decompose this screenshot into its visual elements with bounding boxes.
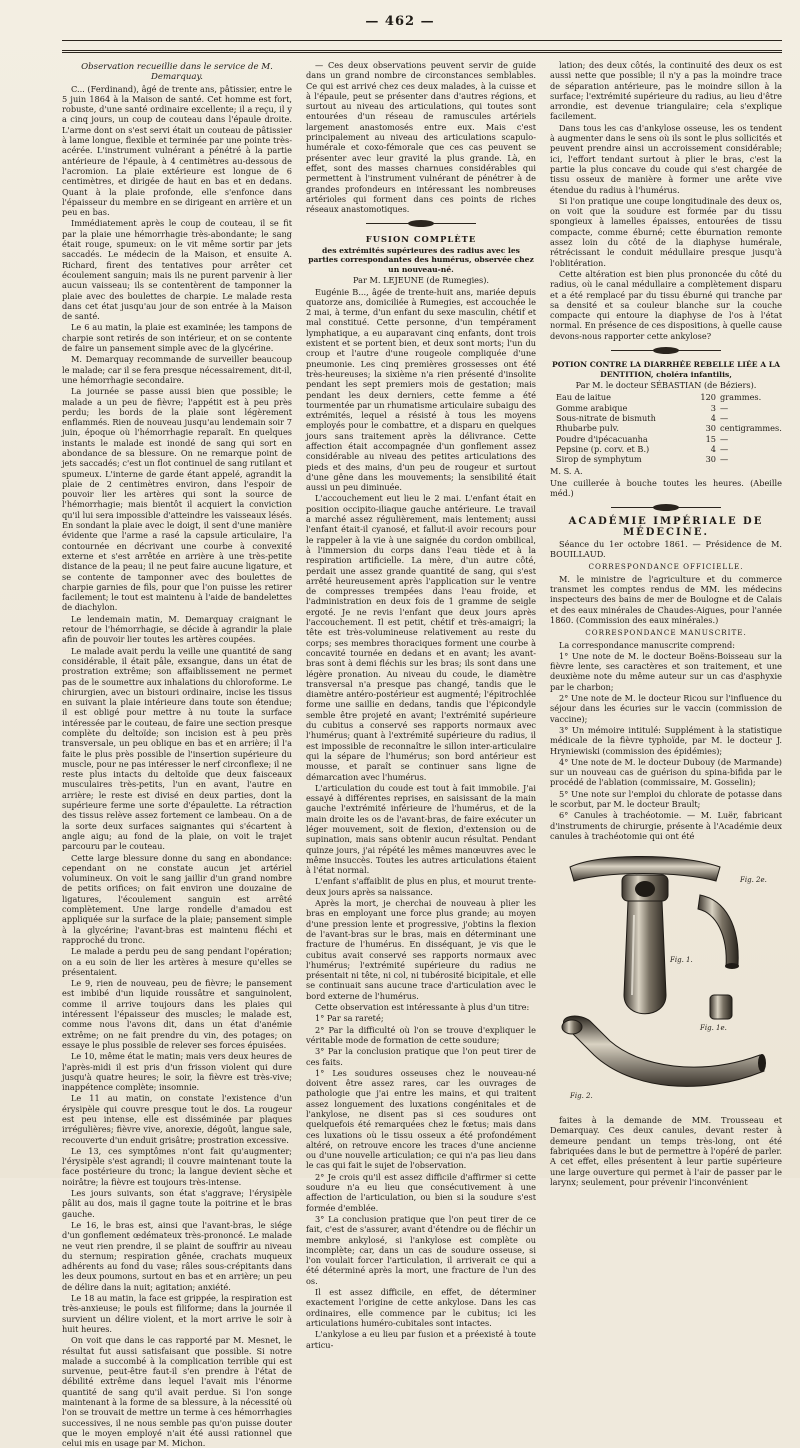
cannula-fig-1e	[710, 995, 732, 1019]
paragraph: Dans tous les cas d'ankylose osseuse, les os tendent à augmenter dans le sens où ils sont le plus sollicités et peuvent prendre ainsi un accroissement considérable; ici, l'effort tendant surtout à plier le bras, c'est la partie la plus concave du coude qui s'est chargée de tissu osseux de manière à former une arête vive étendue du radius à l'humérus.	[550, 122, 782, 195]
fig-label-1e: Fig. 1e.	[700, 1024, 727, 1033]
paragraph: Après la mort, je cherchai de nouveau à plier les bras en employant une force plus grande; au moyen d'une pression lente et progressive, j'obtins la flexion de l'avant-bras sur le bras, mais en déterminant une fracture de l'humérus. En disséquant, je vis que le cubitus avait conservé ses rapports normaux avec l'humérus; l'extrémité supérieure du radius ne présentait ni tête, ni col, ni tubérosité bicipitale, et elle se continuait sans aucune trace d'articulation avec le bord externe de l'humérus.	[306, 898, 536, 1001]
section-title: FUSION COMPLÈTE	[365, 234, 477, 245]
paragraph: C... (Ferdinand), âgé de trente ans, pâtissier, entre le 5 juin 1864 à la Maison de santé. Cet homme est fort, robuste, d'une santé ordinaire excellente; il a reçu, il y a cinq jours, un coup de couteau dans l'épaule droite. L'arme dont on s'est servi était un couteau de pâtissier à lame longue, flexible et terminée par une pointe très-acérée. L'instrument vulnérant a pénétré à la partie antérieure de l'épaule, à 4 centimètres au-dessous de l'acromion. La plaie extérieure est longue de 6 centimètres, et dirigée de haut en bas et en dedans. Quant à la plaie profonde, elle s'enfonce dans l'épaisseur du membre en se dirigeant en arrière et un peu en bas.	[62, 83, 292, 218]
recipe-row	[556, 413, 788, 423]
fig-label-2e: Fig. 2e.	[740, 876, 767, 885]
top-double-rule	[62, 50, 782, 53]
correspondence-item: La correspondance manuscrite comprend:	[559, 639, 735, 650]
recipe-ms: M. S. A.	[550, 466, 583, 477]
cannula-figure	[550, 845, 782, 1115]
cannula-fig-1	[570, 857, 720, 1014]
potion-title: POTION CONTRE LA DIARRHÉE REBELLE LIÉE A LA DENTITION, choléra infantilis,	[552, 360, 780, 379]
paragraph: L'accouchement eut lieu le 2 mai. L'enfant était en position occipito-iliaque gauche antérieure. Le travail a marché assez régulièrement, mais lentement; aussi l'enfant était-il cyanosé, et fallut-il avoir recours pour le rappeler à la vie à une saignée du cordon ombilical, à l'immersion du corps dans l'eau tiède et à la respiration artificielle. La mère, d'un autre côté, perdait une assez grande quantité de sang, qui s'est arrêté heureusement après l'application sur le ventre de compresses trempées dans l'eau froide, et l'administration en deux fois de 1 gramme de seigle ergoté. Je ne revis l'enfant que deux jours après l'accouchement. Il est petit, chétif et très-amaigri; la tête est très-volumineuse relativement au reste du corps; ses membres thoraciques forment une courbe à concavité tournée en dedans et en avant; les avant-bras sont à demi fléchis sur les bras; ils sont dans une légère pronation. Au niveau du coude, le diamètre transversal n'a presque pas changé, tandis que le diamètre antéro-postérieur est augmenté; l'épitrochlée forme une saillie en dedans, tandis que l'épicondyle semble être projeté en avant; l'extrémité supérieure du cubitus a conservé ses rapports normaux avec l'humérus; quant à l'extrémité supérieure du radius, il est impossible de reconnaître le sillon inter-articulaire qui la sépare de l'humérus; son bord antérieur est mousse, et paraît se continuer sans ligne de démarcation avec l'humérus.	[306, 493, 536, 782]
fig-label-1: Fig. 1.	[670, 956, 693, 965]
recipe-quantity: 3	[710, 402, 716, 413]
paragraph: Le lendemain matin, M. Demarquay craignant le retour de l'hémorrhagie, se décide à agrandir la plaie afin de pouvoir lier toutes les artères coupées.	[62, 613, 292, 645]
page-number: — 462 —	[365, 14, 435, 29]
cannula-fig-2e	[698, 895, 739, 969]
paragraph: Cette altération est bien plus prononcée du côté du radius, où le canal médullaire a complètement disparu et a été remplacé par du tissu éburné qui tranche par sa densité et sa couleur blanche sur la couche compacte qui entoure la diaphyse de l'os à l'état normal. En présence de ces dispositions, à quelle cause devons-nous rapporter cette ankylose?	[550, 268, 782, 341]
recipe-quantity: 4	[710, 443, 716, 454]
recipe-row	[556, 444, 788, 454]
paragraph: Le malade a perdu peu de sang pendant l'opération; on a eu soin de lier les artères à mesure qu'elles se présentaient.	[62, 946, 292, 977]
column-2-paragraphs	[306, 287, 536, 1350]
recipe-quantity: 15	[705, 433, 716, 444]
column-1-paragraphs	[62, 84, 292, 1448]
paragraph: Cette observation est intéressante à plus d'un titre:	[315, 1002, 530, 1013]
section-subtitle: des extrémités supérieures des radius avec les parties correspondantes des humérus, observée chez un nouveau-né.	[308, 245, 534, 274]
paragraph: 2° Je crois qu'il est assez difficile d'affirmer si cette soudure n'a eu lieu que consécutivement à une affection de l'articulation, ou bien si la soudure s'est formée d'emblée.	[306, 1171, 536, 1213]
ornament-divider	[611, 503, 721, 512]
paragraph: L'ankylose a eu lieu par fusion et a préexisté à toute articu-	[306, 1329, 536, 1350]
paragraph: Immédiatement après le coup de couteau, il se fit par la plaie une hémorrhagie très-abondante; le sang était rouge, spumeux: on le vit même sortir par jets saccadés. Le médecin de la Maison, et ensuite A. Richard, firent des tentatives pour arrêter cet écoulement sanguin; mais ils ne purent parvenir à lier aucun vaisseau; ils se contentèrent de tamponner la plaie avec des boulettes de charpie. Le malade resta dans cet état jusqu'au jour de son entrée à la Maison de santé.	[62, 218, 292, 322]
recipe-ingredient: Rhubarbe pulv.	[556, 423, 619, 434]
paragraph: L'articulation du coude est tout à fait immobile. J'ai essayé à différentes reprises, en saisissant de la main gauche l'extrémité inférieure de l'humérus, et de la main droite les os de l'avant-bras, de faire exécuter un léger mouvement, soit de flexion, d'extension ou de supination, mais sans obtenir aucun résultat. Pendant quinze jours, j'ai répété les mêmes manœuvres avec le même insuccès. Toutes les autres articulations étaient à l'état normal.	[306, 782, 536, 876]
column-3-top-paragraphs	[550, 60, 782, 341]
session-line: Séance du 1er octobre 1861. — Présidence de M. BOUILLAUD.	[550, 538, 782, 560]
recipe-unit: —	[720, 412, 729, 423]
header-rule	[62, 40, 782, 41]
ornament-divider	[611, 346, 721, 355]
intro-paragraph: — Ces deux observations peuvent servir de guide dans un grand nombre de circonstances semblables. Ce qui est arrivé chez ces deux malades, à la cuisse et à l'épaule, peut se présenter dans d'autres régions, et surtout au niveau des articulations, qui toutes sont entourées d'un réseau de ramuscules artériels largement anastomosés entre eux. Mais c'est principalement au niveau des articulations scapulo-humérale et coxo-fémorale que ces cas peuvent se présenter avec leur gravité la plus grande. Là, en effet, sont des masses charnues considérables qui permettent à l'instrument vulnérant de pénétrer à de grandes profondeurs en intéressant les nombreuses artérioles qui forment dans ces points de riches réseaux anastomotiques.	[306, 60, 536, 215]
observation-title: Observation recueillie dans le service de M. Demarquay.	[81, 62, 273, 83]
article-author: Par M. LEJEUNE (de Rumegies).	[352, 275, 490, 286]
paragraph: Le 10, même état le matin; mais vers deux heures de l'après-midi il est pris d'un frisson violent qui dure jusqu'à quatre heures; le soir, la fièvre est très-vive; inappétence complète; insomnie.	[62, 1051, 292, 1093]
paragraph: 2° Par la difficulté où l'on se trouve d'expliquer le véritable mode de formation de cette soudure;	[306, 1024, 536, 1045]
paragraph: 3° La conclusion pratique que l'on peut tirer de ce fait, c'est de s'assurer, avant d'étendre ou de fléchir un membre ankylosé, si l'ankylose est complète ou incomplète; car, dans un cas de soudure osseuse, si l'on voulait forcer l'articulation, il arriverait ce qui a été déterminé après la mort, une fracture de l'un des os.	[306, 1213, 536, 1286]
recipe-row	[556, 423, 788, 433]
paragraph: La journée se passe aussi bien que possible; le malade a un peu de fièvre; l'appétit est à peu près perdu; les bords de la plaie sont légèrement enflammés. Rien de nouveau jusqu'au lendemain soir 7 juin, époque où l'hémorrhagie reparaît. En quelques instants le malade est inondé de sang qui sort en abondance de sa blessure. On ne remarque point de jets saccadés; c'est un flot continuel de sang rutilant et spumeux. L'interne de garde étant appelé, agrandit la plaie de 2 centimètres environ, dans l'espoir de pouvoir lier les artères qui sont la source de l'hémorrhagie; mais bientôt il acquiert la conviction qu'il lui sera impossible d'atteindre les vaisseaux lésés. En sondant la plaie avec le doigt, il sent d'une manière évidente que l'arme a rasé la capsule articulaire, l'a contournée en décrivant une courbe à convexité externe et s'est arrêtée en arrière à une très-petite distance de la peau; il ne peut faire aucune ligature, et se contente de tamponner avec des boulettes de charpie garnies de fils, pour que l'on puisse les retirer facilement; le tout est maintenu à l'aide de bandelettes de diachylon.	[62, 386, 292, 613]
recipe-dose: Une cuillerée à bouche toutes les heures. (Abeille méd.)	[550, 477, 782, 498]
paragraph: lation; des deux côtés, la continuité des deux os est aussi nette que possible; il n'y a pas la moindre trace de séparation antérieure, pas le moindre sillon à la surface; l'extrémité supérieure du radius, au lieu d'être arrondie, est devenue triangulaire; cela s'explique facilement.	[550, 60, 782, 122]
recipe-unit: centigrammes.	[720, 423, 782, 434]
correspondence-item: 4° Une note de M. le docteur Dubouy (de Marmande) sur un nouveau cas de guérison du spina-bifida par le procédé de l'ablation (commissaire, M. Gosselin);	[550, 756, 782, 788]
fig-label-2: Fig. 2.	[570, 1092, 593, 1101]
recipe-unit: —	[720, 443, 729, 454]
paragraph: Le 16, le bras est, ainsi que l'avant-bras, le siége d'un gonflement œdémateux très-prononcé. Le malade ne veut rien prendre, il se plaint de souffrir au niveau du sternum; respiration gênée, crachats muqueux adhérents au fond du vase; râles sous-crépitants dans les deux poumons, surtout en bas et en arrière; un peu de délire dans la nuit; agitation; anxiété.	[62, 1219, 292, 1292]
correspondence-official-title: CORRESPONDANCE OFFICIELLE.	[588, 562, 744, 572]
paragraph: Le 9, rien de nouveau, peu de fièvre; le pansement est imbibé d'un liquide roussâtre et sanguinolent, comme il arrive toujours dans les plaies qui intéressent l'épaisseur des muscles; le malade est, comme nous l'avons dit, dans un état d'anémie extrême; on ne fait prendre du vin, des potages; on essaye le plus possible de relever ses forces épuisées.	[62, 978, 292, 1050]
recipe-ingredient: Gomme arabique	[556, 402, 628, 413]
recipe-ingredient: Sous-nitrate de bismuth	[556, 412, 656, 423]
recipe-ingredient: Poudre d'ipécacuanha	[556, 433, 648, 444]
recipe-quantity: 120	[700, 392, 716, 403]
correspondence-item: 5° Une note sur l'emploi du chlorate de potasse dans le scorbut, par M. le docteur Brault;	[550, 788, 782, 809]
paragraph: Le 11 au matin, on constate l'existence d'un érysipèle qui couvre presque tout le dos. La rougeur est peu intense, elle est disséminée par plaques irrégulières; fièvre vive, anorexie, dégoût, langue sale, recouverte d'un enduit grisâtre; prostration excessive.	[62, 1093, 292, 1145]
paragraph: Il est assez difficile, en effet, de déterminer exactement l'origine de cette ankylose. Dans les cas ordinaires, elle commence par le cubitus; ici les articulations huméro-cubitales sont intactes.	[306, 1287, 536, 1328]
recipe-quantity: 4	[710, 412, 716, 423]
recipe-unit: —	[720, 454, 729, 465]
recipe-ingredient: Eau de laitue	[556, 392, 611, 403]
ornament-divider	[366, 219, 476, 228]
academy-title: ACADÉMIE IMPÉRIALE DE MÉDECINE.	[568, 516, 764, 538]
column-1	[62, 60, 292, 1448]
recipe-table	[556, 392, 788, 464]
paragraph: Si l'on pratique une coupe longitudinale des deux os, on voit que la soudure est formée par du tissu spongieux à lamelles épaisses, entourées de tissu compacte, comme éburné; cette éburnation remonte assez loin du côté de la diaphyse humérale, rétrécissant le conduit médullaire presque jusqu'à l'oblitération.	[550, 195, 782, 268]
paragraph: M. Demarquay recommande de surveiller beaucoup le malade; car il se fera presque nécessairement, dit-il, une hémorrhagie secondaire.	[62, 354, 292, 385]
recipe-row	[556, 434, 788, 444]
correspondence-manuscript-title: CORRESPONDANCE MANUSCRITE.	[585, 628, 747, 638]
paragraph: On voit que dans le cas rapporté par M. Mesnet, le résultat fut aussi satisfaisant que possible. Si notre malade a succombé à la complication terrible qui est survenue, peut-être faut-il s'en prendre à l'état de débilité extrême dans lequel l'avait mis l'énorme quantité de sang qu'il avait perdue. Si l'on songe maintenant à la forme de sa blessure, à la nécessité où l'on se trouvait de mettre un terme à ces hémorrhagies successives, il ne nous semble pas qu'on puisse douter que le moyen employé n'ait été aussi rationnel que celui mis en usage par M. Michon.	[62, 1335, 292, 1448]
recipe-row	[556, 454, 788, 464]
paragraph: 1° Les soudures osseuses chez le nouveau-né doivent être assez rares, car les ouvrages de pathologie que j'ai entre les mains, et qui traitent assez longuement des luxations congénitales et de l'ankylose, ne disent pas si ces soudures ont quelquefois été remarquées chez le fœtus; mais dans ces luxations où le tissu osseux a été profondément altéré, on retrouve encore les traces d'une ancienne ou d'une nouvelle articulation; ce qui n'a pas lieu dans le cas qui fait le sujet de l'observation.	[306, 1067, 536, 1171]
correspondence-item: 2° Une note de M. le docteur Ricou sur l'influence du séjour dans les écuries sur le vaccin (commission de vaccine);	[550, 693, 782, 724]
paragraph: Eugénie B..., âgée de trente-huit ans, mariée depuis quatorze ans, domiciliée à Rumegies, est accouchée le 2 mai, à terme, d'un enfant du sexe masculin, chétif et mal constitué. Cette personne, d'un tempérament lymphatique, a eu auparavant cinq enfants, dont trois existent et se portent bien, et deux sont morts; l'un du croup et l'autre d'une rougeole compliquée d'une pneumonie. Les cinq premières grossesses ont été très-heureuses; la sixième n'a rien présenté d'insolite pendant les sept premiers mois de gestation; mais pendant les deux derniers, cette femme a été tourmentée par un rhumatisme articulaire subaigu des extrémités, lequel a résisté à tous les moyens employés pour le combattre, et a disparu en quelques jours sans traitement après la délivrance. Cette affection était accompagnée d'un gonflement assez considérable au niveau des petites articulations des pieds et des mains, d'un peu de rougeur et surtout d'une gêne dans les mouvements; la sensibilité était aussi un peu diminuée.	[306, 286, 536, 493]
column-2	[306, 60, 536, 1350]
paragraph: Les jours suivants, son état s'aggrave; l'érysipèle pâlit au dos, mais il gagne toute la poitrine et le bras gauche.	[62, 1188, 292, 1219]
column-3	[550, 60, 782, 1187]
paragraph: Le malade avait perdu la veille une quantité de sang considérable, il était pâle, exsangue, dans un état de prostration extrême; son affaiblissement ne permet pas de le soumettre aux inhalations du chloroforme. Le chirurgien, avec un bistouri ordinaire, incise les tissus en suivant la plaie intérieure dans toute son étendue; il est obligé pour mettre à nu toute la surface intéressée par le couteau, de faire une section presque complète du deltoïde; son incision est à peu près transversale, un peu oblique en bas et en arrière; il l'a faite le plus près possible de l'insertion supérieure du muscle, pour ne pas intéresser le nerf circonflexe; il ne reste plus intacts du deltoïde que deux faisceaux musculaires très-petits, l'un en avant, l'autre en arrière; le reste est divisé en deux parties, dont la supérieure ferme une sorte d'épaulette. La rétraction des tissus relève assez fortement ce lambeau. On a de la sorte deux surfaces saignantes qui s'écartent à angle aigu; au fond de la plaie, on voit le trajet parcouru par le couteau.	[62, 645, 292, 852]
recipe-unit: grammes.	[720, 392, 762, 403]
recipe-quantity: 30	[705, 423, 716, 434]
recipe-unit: —	[720, 402, 729, 413]
bottom-paragraph: faites à la demande de MM. Trousseau et Demarquay. Ces deux canules, devant rester à demeure pendant un temps très-long, ont été fabriquées dans le but de permettre à l'opéré de parler. A cet effet, elles présentent à leur partie supérieure une large ouverture qui permet à l'air de passer par le larynx; seulement, pour prévenir l'inconvénient	[550, 1115, 782, 1187]
paragraph: Le 13, ces symptômes n'ont fait qu'augmenter; l'érysipèle s'est agrandi; il couvre maintenant toute la face postérieure du tronc; la langue devient sèche et noirâtre; la fièvre est toujours très-intense.	[62, 1145, 292, 1187]
paragraph: Le 18 au matin, la face est grippée, la respiration est très-anxieuse; le pouls est filiforme; dans la journée il survient un délire violent, et la mort arrive le soir à huit heures.	[62, 1293, 292, 1334]
paragraph: Le 6 au matin, la plaie est examinée; les tampons de charpie sont retirés de son intérieur, et on se contente de faire un pansement simple avec de la glycérine.	[62, 322, 292, 354]
cannula-fig-2	[562, 1016, 766, 1086]
recipe-row	[556, 392, 788, 402]
correspondence-item: 3° Un mémoire intitulé: Supplément à la statistique médicale de la fièvre typhoïde, par M. le docteur J. Hryniewiski (commission des épidémies);	[550, 724, 782, 756]
recipe-quantity: 30	[705, 454, 716, 465]
paragraph: 3° Par la conclusion pratique que l'on peut tirer de ces faits.	[306, 1046, 536, 1067]
correspondence-items	[550, 640, 782, 842]
tracheotomy-cannula-illustration	[550, 845, 782, 1115]
recipe-unit: —	[720, 433, 729, 444]
correspondence-item: 6° Canules à trachéotomie. — M. Luër, fabricant d'instruments de chirurgie, présente à l'Académie deux canules à trachéotomie qui ont été	[550, 810, 782, 841]
recipe-ingredient: Sirop de symphytum	[556, 454, 642, 465]
potion-author: Par M. le docteur SÉBASTIAN (de Béziers).	[575, 380, 757, 391]
correspondence-official: M. le ministre de l'agriculture et du commerce transmet les comptes rendus de MM. les médecins inspecteurs des bains de mer de Boulogne et de Calais et des eaux minérales de Chaudes-Aigues, pour l'année 1860. (Commission des eaux minérales.)	[550, 573, 782, 625]
paragraph: L'enfant s'affaiblit de plus en plus, et mourut trente-deux jours après sa naissance.	[306, 876, 536, 897]
correspondence-item: 1° Une note de M. le docteur Boëns-Boisseau sur la fièvre lente, ses caractères et son traitement, et une deuxième note du même auteur sur un cas d'asphyxie par le charbon;	[550, 650, 782, 692]
paragraph: 1° Par sa rareté;	[315, 1013, 384, 1024]
paragraph: Cette large blessure donne du sang en abondance: cependant on ne constate aucun jet artériel volumineux. On voit le sang jaillir d'un grand nombre de petits orifices; on fait environ une douzaine de ligatures, l'écoulement sanguin est arrêté complètement. Une large rondelle d'amadou est appliquée sur la surface de la plaie; pansement simple à la glycérine; l'avant-bras est maintenu fléchi et rapproché du tronc.	[62, 852, 292, 945]
recipe-row	[556, 403, 788, 413]
recipe-ingredient: Pepsine (p. corv. et B.)	[556, 443, 650, 454]
